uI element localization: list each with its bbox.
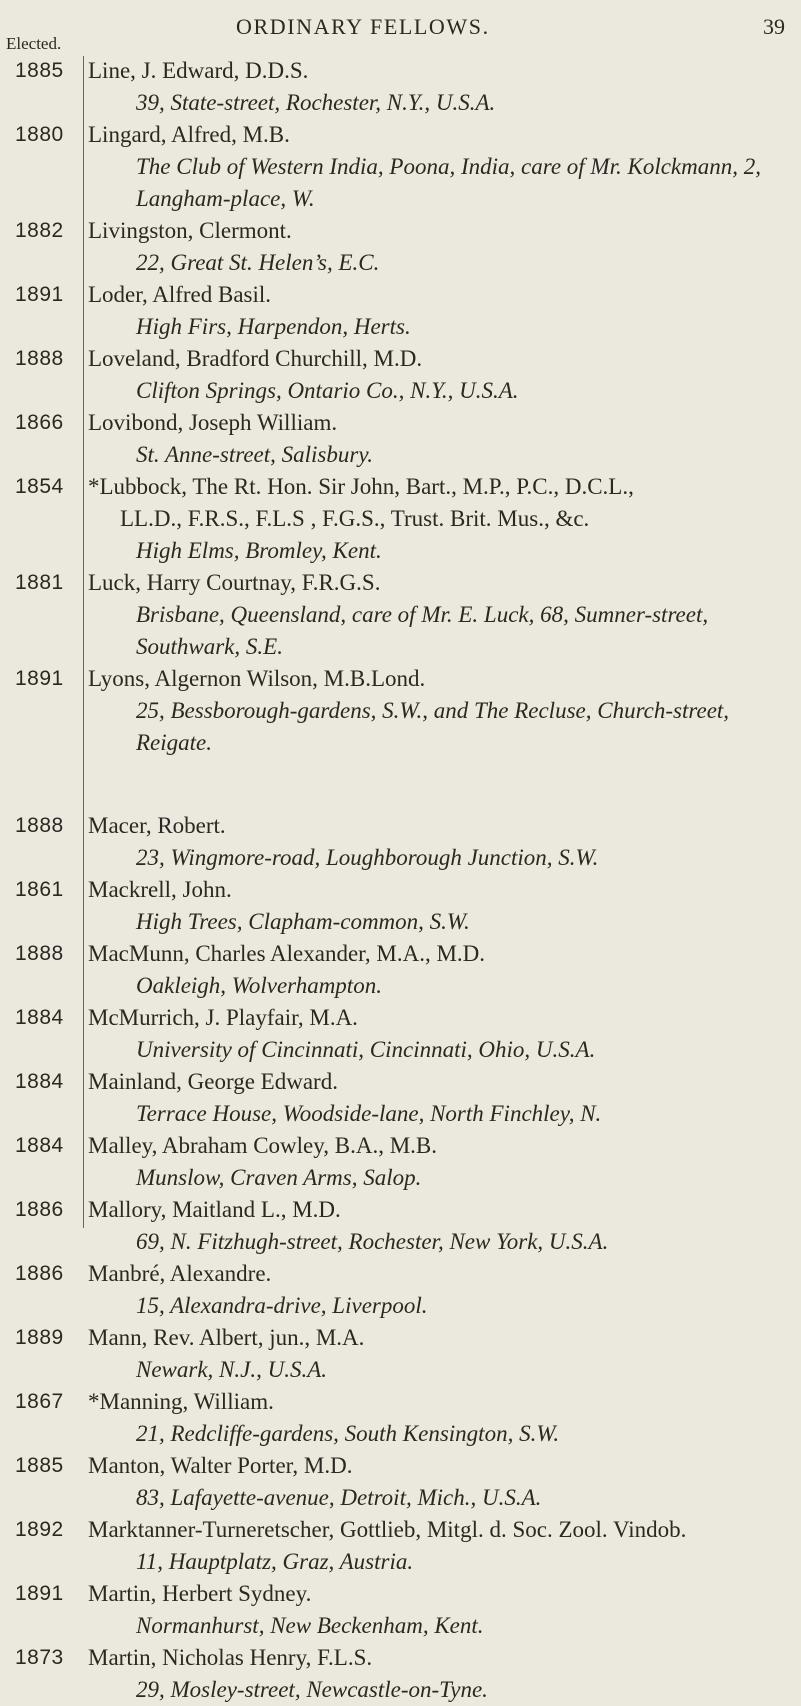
year-elected: 1866 xyxy=(15,411,64,434)
fellow-entry xyxy=(0,55,801,119)
fellow-address: Normanhurst, New Beckenham, Kent. xyxy=(136,1613,484,1638)
fellow-address: 21, Redcliffe-gardens, South Kensington, S.W. xyxy=(136,1421,560,1446)
year-elected: 1885 xyxy=(15,1454,64,1477)
entry-body xyxy=(88,471,796,567)
fellow-entry xyxy=(0,279,801,343)
fellow-address: 39, State-street, Rochester, N.Y., U.S.A. xyxy=(136,90,496,115)
fellow-address: Oakleigh, Wolverhampton. xyxy=(136,973,382,998)
fellow-name: Martin, Nicholas Henry, F.L.S. xyxy=(88,1645,373,1670)
fellows-list xyxy=(0,55,801,1706)
fellow-address: 11, Hauptplatz, Graz, Austria. xyxy=(136,1549,414,1574)
fellow-name: Luck, Harry Courtnay, F.R.G.S. xyxy=(88,570,381,595)
fellow-entry xyxy=(0,471,801,567)
running-title: ORDINARY FELLOWS. xyxy=(236,14,490,39)
fellow-name: Line, J. Edward, D.D.S. xyxy=(88,58,309,83)
fellow-name: Mann, Rev. Albert, jun., M.A. xyxy=(88,1325,365,1350)
entry-body xyxy=(88,215,796,279)
fellow-entry xyxy=(0,343,801,407)
fellow-name: Loder, Alfred Basil. xyxy=(88,282,272,307)
fellow-entry xyxy=(0,1066,801,1130)
fellow-address: Terrace House, Woodside-lane, North Finchley, N. xyxy=(136,1101,602,1126)
page-number: 39 xyxy=(763,14,785,39)
entry-body xyxy=(88,407,796,471)
fellow-entry xyxy=(0,215,801,279)
fellow-entry xyxy=(0,1450,801,1514)
year-elected: 1888 xyxy=(15,347,64,370)
fellow-name: Mackrell, John. xyxy=(88,877,232,902)
year-elected: 1873 xyxy=(15,1646,64,1669)
fellow-name: Macer, Robert. xyxy=(88,813,226,838)
fellow-address: High Elms, Bromley, Kent. xyxy=(136,538,382,563)
fellow-name: MacMunn, Charles Alexander, M.A., M.D. xyxy=(88,941,486,966)
fellow-entry xyxy=(0,874,801,938)
fellow-address: Brisbane, Queensland, care of Mr. E. Luck, 68, Sumner-street, Southwark, S.E. xyxy=(136,602,709,659)
year-elected: 1884 xyxy=(15,1006,64,1029)
year-elected: 1884 xyxy=(15,1070,64,1093)
fellow-name: Marktanner-Turneretscher, Gottlieb, Mitgl. d. Soc. Zool. Vindob. xyxy=(88,1517,687,1542)
fellow-address: High Firs, Harpendon, Herts. xyxy=(136,314,411,339)
fellow-name: Malley, Abraham Cowley, B.A., M.B. xyxy=(88,1133,438,1158)
entry-body xyxy=(88,938,796,1002)
fellow-address: The Club of Western India, Poona, India, care of Mr. Kolckmann, 2, Langham-place, W. xyxy=(136,154,761,211)
year-elected: 1886 xyxy=(15,1262,64,1285)
fellow-address: 23, Wingmore-road, Loughborough Junction, S.W. xyxy=(136,845,599,870)
entry-body xyxy=(88,1066,796,1130)
fellow-name: *Lubbock, The Rt. Hon. Sir John, Bart., M.P., P.C., D.C.L., xyxy=(88,474,634,499)
fellow-entry xyxy=(0,1386,801,1450)
fellow-address: 83, Lafayette-avenue, Detroit, Mich., U.S.A. xyxy=(136,1485,542,1510)
fellow-entry xyxy=(0,567,801,663)
fellow-address: 22, Great St. Helen’s, E.C. xyxy=(136,250,380,275)
year-elected: 1891 xyxy=(15,1582,64,1605)
entry-body xyxy=(88,1322,796,1386)
year-elected: 1888 xyxy=(15,814,64,837)
fellow-entry xyxy=(0,1130,801,1194)
fellow-entry xyxy=(0,407,801,471)
year-elected: 1891 xyxy=(15,667,64,690)
fellow-name: Martin, Herbert Sydney. xyxy=(88,1581,312,1606)
entry-body xyxy=(88,279,796,343)
fellow-entry xyxy=(0,1258,801,1322)
fellow-entry xyxy=(0,810,801,874)
entry-body xyxy=(88,1642,796,1706)
fellow-entry xyxy=(0,1514,801,1578)
year-elected: 1867 xyxy=(15,1390,64,1413)
entry-body xyxy=(88,874,796,938)
entry-body xyxy=(88,343,796,407)
entry-body xyxy=(88,1002,796,1066)
entry-body xyxy=(88,663,796,759)
fellow-name: Manbré, Alexandre. xyxy=(88,1261,272,1286)
fellow-name: Livingston, Clermont. xyxy=(88,218,292,243)
elected-column-heading: Elected. xyxy=(6,34,62,53)
year-elected: 1885 xyxy=(15,59,64,82)
entry-body xyxy=(88,55,796,119)
entry-body xyxy=(88,1194,796,1258)
fellow-address: 29, Mosley-street, Newcastle-on-Tyne. xyxy=(136,1677,488,1702)
fellow-name: Mainland, George Edward. xyxy=(88,1069,338,1094)
section-gap xyxy=(0,759,801,810)
entry-body xyxy=(88,810,796,874)
fellow-entry xyxy=(0,663,801,759)
year-elected: 1888 xyxy=(15,942,64,965)
entry-body xyxy=(88,1130,796,1194)
page-header xyxy=(236,14,785,44)
year-elected: 1884 xyxy=(15,1134,64,1157)
fellow-name: Lyons, Algernon Wilson, M.B.Lond. xyxy=(88,666,426,691)
fellow-address: Newark, N.J., U.S.A. xyxy=(136,1357,328,1382)
entry-body xyxy=(88,1514,796,1578)
fellow-address: Clifton Springs, Ontario Co., N.Y., U.S.A. xyxy=(136,378,519,403)
entry-body xyxy=(88,1258,796,1322)
fellow-address: 15, Alexandra-drive, Liverpool. xyxy=(136,1293,428,1318)
fellow-address: 25, Bessborough-gardens, S.W., and The Recluse, Church-street, Reigate. xyxy=(136,698,730,755)
fellow-name: Manton, Walter Porter, M.D. xyxy=(88,1453,353,1478)
fellow-name: Lovibond, Joseph William. xyxy=(88,410,338,435)
entry-body xyxy=(88,567,796,663)
fellow-entry xyxy=(0,1578,801,1642)
year-elected: 1882 xyxy=(15,219,64,242)
fellow-entry xyxy=(0,1194,801,1258)
fellow-name: *Manning, William. xyxy=(88,1389,274,1414)
fellow-name-continuation: LL.D., F.R.S., F.L.S , F.G.S., Trust. Brit. Mus., &c. xyxy=(120,506,590,531)
year-elected: 1880 xyxy=(15,123,64,146)
entry-body xyxy=(88,1386,796,1450)
fellow-entry xyxy=(0,1002,801,1066)
entry-body xyxy=(88,119,796,215)
year-elected: 1881 xyxy=(15,571,64,594)
year-elected: 1854 xyxy=(15,475,64,498)
entry-body xyxy=(88,1578,796,1642)
fellow-name: McMurrich, J. Playfair, M.A. xyxy=(88,1005,358,1030)
year-elected: 1891 xyxy=(15,283,64,306)
fellow-entry xyxy=(0,938,801,1002)
year-elected: 1892 xyxy=(15,1518,64,1541)
fellow-entry xyxy=(0,119,801,215)
fellow-address: High Trees, Clapham-common, S.W. xyxy=(136,909,470,934)
fellow-name: Lingard, Alfred, M.B. xyxy=(88,122,290,147)
fellow-name: Mallory, Maitland L., M.D. xyxy=(88,1197,341,1222)
fellow-address: St. Anne-street, Salisbury. xyxy=(136,442,374,467)
fellow-name: Loveland, Bradford Churchill, M.D. xyxy=(88,346,423,371)
year-elected: 1886 xyxy=(15,1198,64,1221)
entry-body xyxy=(88,1450,796,1514)
fellow-address: Munslow, Craven Arms, Salop. xyxy=(136,1165,422,1190)
fellow-address: 69, N. Fitzhugh-street, Rochester, New York, U.S.A. xyxy=(136,1229,609,1254)
fellow-address: University of Cincinnati, Cincinnati, Ohio, U.S.A. xyxy=(136,1037,596,1062)
fellow-entry xyxy=(0,1322,801,1386)
year-elected: 1861 xyxy=(15,878,64,901)
year-elected: 1889 xyxy=(15,1326,64,1349)
fellow-entry xyxy=(0,1642,801,1706)
